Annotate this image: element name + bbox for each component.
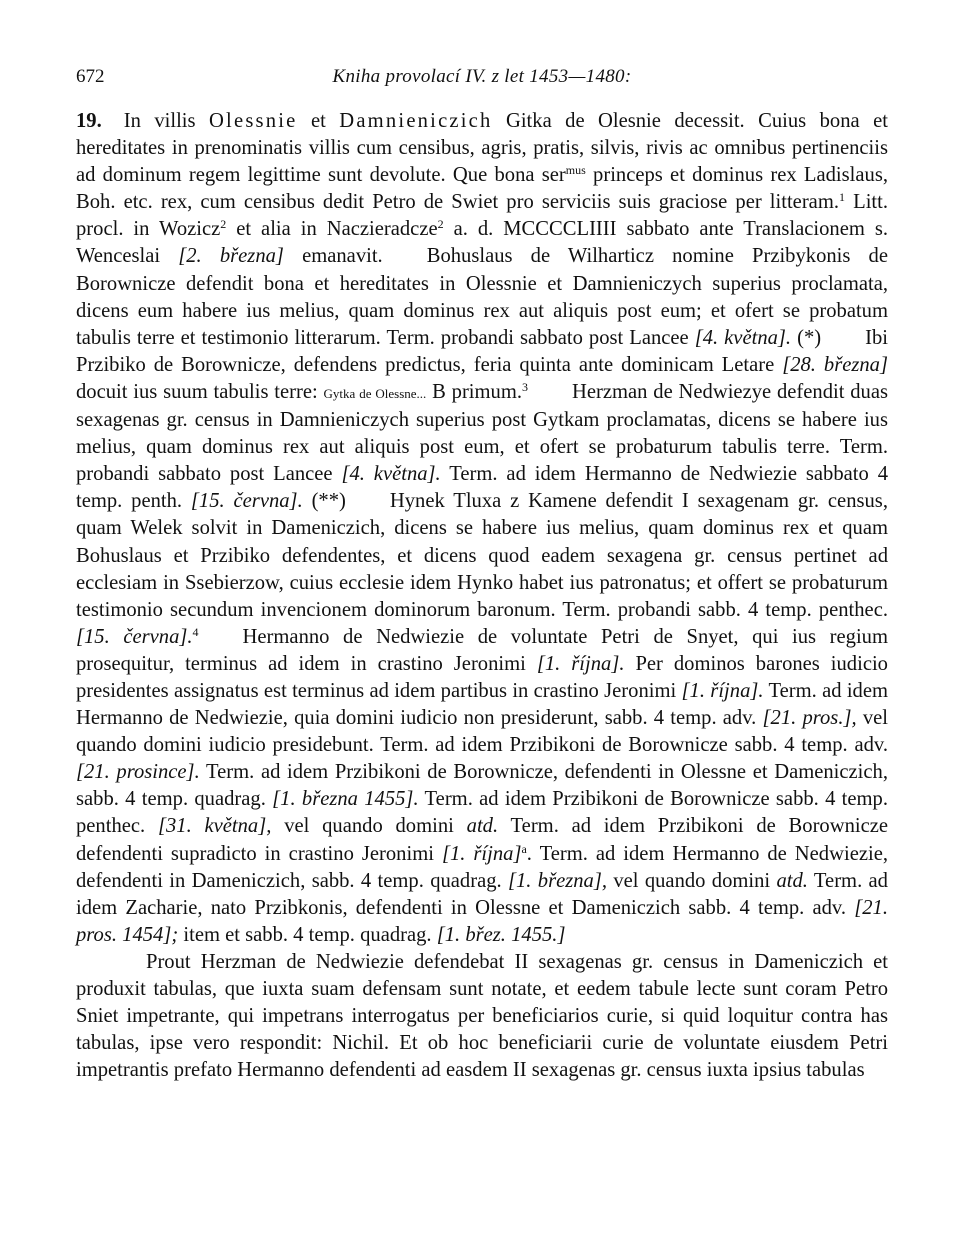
footnote-ref: 2 — [437, 217, 444, 232]
text-run: Term. ad idem Hermanno de Nedwiezie, quia domini iudicio non presiderunt, sabb. 4 temp. adv. — [76, 679, 888, 730]
text-run: et alia in Naczieradcze — [236, 218, 438, 241]
date-annotation: [28. března] — [782, 353, 888, 376]
text-run: Per dominos barones iudicio presidentes assignatus est terminus ad idem partibus in crastino Jeronimi — [76, 652, 888, 702]
small-caps-citation: Gytka de Olessne... — [323, 385, 427, 401]
text-run: et — [310, 110, 326, 132]
text-run: vel quando domini — [613, 869, 771, 892]
text-run: Term. ad idem Hermanno de Nedwiezie sabbato 4 temp. penth. — [76, 463, 888, 513]
footnote-ref: 2 — [220, 217, 227, 232]
date-annotation: [1. října]. — [536, 652, 625, 675]
text-run: Hynek Tluxa z Kamene defendit I sexagenam gr. census, quam Welek solvit in Dameniczich, dicens se habere ius melius, quam dominus rex et quam Bohuslaus et Przibiko defendentes, et dicens quod eadem sexagena gr. census pertinet ad ecclesiam in Ssebierzow, cuius ecclesie idem Hynko habet ius patronatus; et offert se probaturum testimonio secundum invencionem dominorum baronum. Term. probandi sabb. 4 temp. penthec. — [76, 490, 888, 621]
text-run: emanavit. — [302, 245, 383, 268]
abbreviation: atd. — [466, 815, 499, 838]
date-annotation: [4. května]. — [341, 463, 441, 486]
text-run: Hermanno de Nedwiezie de voluntate Petri de Snyet, qui ius regium prosequitur, terminus ad idem in crastino Jeronimi — [76, 625, 888, 675]
text-run: Term. ad idem Przibikoni de Borownicze, defendenti in Olessne et Dameniczich, sabb. 4 temp. quadrag. — [76, 761, 888, 811]
text-run: Term. ad idem Zacharie, nato Przibkonis, defendenti in Olessne et Dameniczich sabb. 4 temp. adv. — [76, 869, 888, 919]
entry-paragraph-1 — [76, 108, 888, 949]
date-annotation: [1. října] — [441, 842, 522, 865]
text-run: docuit ius suum tabulis terre: — [76, 380, 318, 403]
footnote-ref: a — [521, 841, 527, 856]
text-run: item et sabb. 4 temp. quadrag. — [183, 923, 432, 946]
text-run: B primum. — [432, 380, 523, 403]
note-mark: (*) — [797, 326, 822, 349]
entry-paragraph-2: Prout Herzman de Nedwiezie defendebat II sexagenas gr. census in Dameniczich et produxit tabulas, que iuxta suam defensam sunt notate, et eedem tabule lecte sunt coram Petro Sniet impetrante, qui impetrans interrogatus per beneficiarios curie, si quid loquitur contra has tabulas, ipse vero respondit: Nichil. Et ob hoc beneficiarii curie de voluntate eiusdem Petri impetrantis prefato Hermanno defendenti ad easdem II sexagenas gr. census iuxta ipsius tabulas — [76, 950, 888, 1082]
text-run: In villis — [123, 110, 196, 132]
date-annotation: [31. května], — [157, 815, 272, 838]
date-annotation: [15. června]. — [190, 490, 303, 513]
footnote-ref: 1 — [839, 190, 845, 205]
text-run: a. d. MCCCCLIIII sabbato ante Translacionem s. Wenceslai — [76, 218, 888, 268]
text-run: . Term. ad idem Hermanno de Nedwiezie, defendenti in Dameniczich, sabb. 4 temp. quadrag. — [76, 842, 888, 892]
page-number: 672 — [76, 66, 105, 87]
footnote-ref: 4 — [192, 624, 199, 639]
date-annotation: [1. října]. — [681, 679, 764, 702]
date-annotation: [1. března], — [508, 869, 608, 892]
date-annotation: [21. pros. 1454]; — [76, 896, 888, 946]
entry-number: 19. — [76, 110, 102, 132]
place-name: Olessnie — [208, 110, 298, 132]
superscript: mus — [565, 163, 586, 178]
date-annotation: [21. pros.], — [762, 707, 857, 730]
text-run: Bohuslaus de Wilharticz nomine Przibykonis de Borownicze defendit bona et hereditates in Olessnie et Damnieniczych superius proclamata, dicens eum habere ius melius, quam dominus rex aut aliquis post eum; et ofert se probatum tabulis terre et testimonio litterarum. Term. probandi sabbato post Lancee — [76, 245, 888, 349]
date-annotation: [1. března 1455]. — [272, 788, 419, 811]
text-run: vel quando domini — [284, 815, 454, 838]
footnote-ref: 3 — [522, 379, 529, 394]
date-annotation: [4. května]. — [694, 326, 792, 349]
text-run: Herzman de Nedwiezye defendit duas sexagenas gr. census in Damnieniczych superius post Gytkam proclamatas, dicens se habere ius melius, quam dominus rex aut aliquis post eum, et ofert se probaturum tabulis terre. Term. probandi sabbato post Lancee — [76, 380, 888, 486]
text-run: Term. ad idem Przibikoni de Borownicze defendenti supradicto in crastino Jeronimi — [76, 815, 889, 865]
text-run: Term. ad idem Przibikoni de Borownicze sabb. 4 temp. penthec. — [76, 788, 889, 838]
text-run: princeps et dominus rex Ladislaus, Boh. etc. rex, cum censibus dedit Petro de Swiet pro serviciis suis graciose per litteram. — [76, 164, 888, 214]
date-annotation: [21. prosince]. — [76, 761, 200, 784]
text-run: vel quando domini iudicio presidebunt. Term. ad idem Przibikoni de Borownicze sabb. 4 temp. adv. — [76, 707, 888, 757]
date-annotation: [2. března] — [178, 245, 284, 268]
running-title: Kniha provolací IV. z let 1453—1480: — [332, 66, 632, 87]
text-run: Litt. procl. in Wozicz — [76, 191, 889, 241]
place-name: Damnieniczich — [339, 110, 493, 132]
note-mark: (**) — [311, 490, 346, 513]
abbreviation: atd. — [776, 869, 808, 892]
running-head — [76, 62, 888, 92]
date-annotation: [1. břez. 1455.] — [436, 923, 566, 946]
text-run: Gitka de Olesnie decessit. Cuius bona et hereditates in prenominatis villis cum censibus, agris, pratis, silvis, rivis ac omnibus pertinenciis ad dominum regem legittime sunt devolute. Que bona ser — [76, 110, 888, 187]
body-text — [76, 108, 888, 1084]
text-run: Ibi Przibiko de Borownicze, defendens predictus, feria quinta ante dominicam Letare — [76, 326, 888, 376]
date-annotation: [15. června]. — [76, 625, 193, 648]
